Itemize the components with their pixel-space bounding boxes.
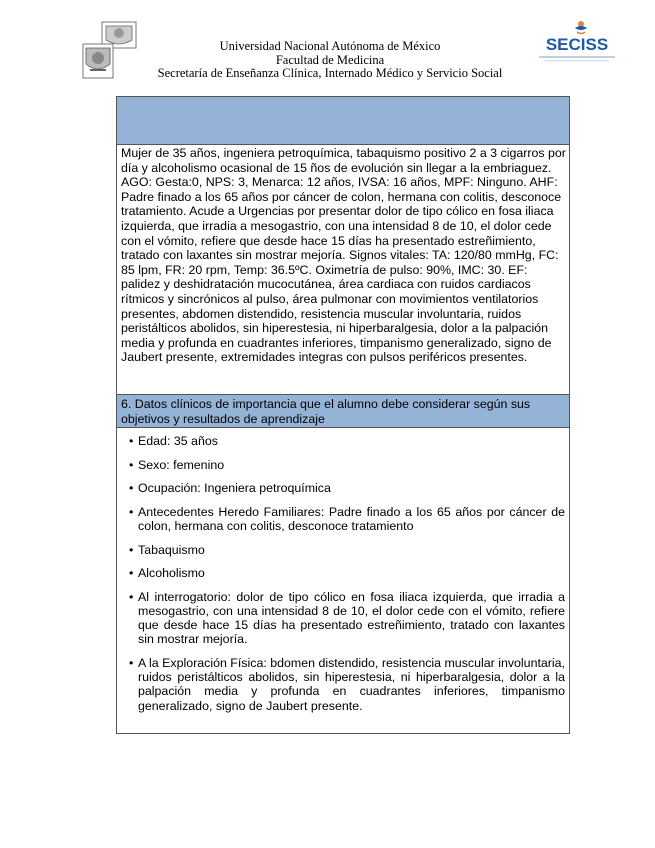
- bullet-icon: •: [129, 589, 134, 604]
- clinical-data-list: [129, 434, 565, 722]
- list-item-text: Antecedentes Heredo Familiares: Padre finado a los 65 años por cáncer de colon, hermana con colitis, desconoce tratamiento: [138, 504, 565, 533]
- bullet-icon: •: [129, 542, 134, 557]
- section-6-title: 6. Datos clínicos de importancia que el alumno debe considerar según sus objetivos y resultados de aprendizaje: [117, 394, 569, 428]
- bullet-icon: •: [129, 655, 134, 670]
- bullet-icon: •: [129, 566, 134, 581]
- list-item: [129, 505, 565, 533]
- list-item: [129, 481, 565, 495]
- list-item-text: A la Exploración Física: bdomen distendido, resistencia muscular involuntaria, ruidos peristálticos abolidos, sin hiperestesia, ni hiperbaralgesia, dolor a la palpación media y profunda en cuadrantes inferiores, timpanismo generalizado, signo de Jaubert presente.: [138, 655, 566, 713]
- list-item: [129, 458, 565, 472]
- bullet-icon: •: [129, 504, 134, 519]
- university-name: Universidad Nacional Autónoma de México: [219, 39, 441, 53]
- clinical-case-table: [116, 96, 570, 734]
- case-description: Mujer de 35 años, ingeniera petroquímica, tabaquismo positivo 2 a 3 cigarros por día y alcoholismo ocasional de 15 ños de evolución sin llegar a la embriaguez. AGO: Gesta:0, NPS: 3, Menarca: 12 años, IVSA: 16 años, MPF: Ninguno. AHF: Padre finado a los 65 años por cáncer de colon, hermana con colitis, desconoce tratamiento. Acude a Urgencias por presentar dolor de tipo cólico en fosa iliaca izquierda, que irradia a mesogastrio, con una intensidad 8 de 10, el dolor cede con el vómito, refiere que desde hace 15 días ha presentado estreñimiento, tratado con laxantes sin mostrar mejoría. Signos vitales: TA: 120/80 mmHg, FC: 85 lpm, FR: 20 rpm, Temp: 36.5ºC. Oximetría de pulso: 90%, IMC: 30. EF: palidez y deshidratación mucocutánea, área cardiaca con ruidos cardiacos rítmicos y sincrónicos al pulso, área pulmonar con movimientos ventilatorios presentes, abdomen distendido, resistencia muscular involuntaria, ruidos peristálticos abolidos, sin hiperestesia, ni hiperbaralgesia, dolor a la palpación media y profunda en cuadrantes inferiores, timpanismo generalizado, signo de Jaubert presente, extremidades integras con pulsos periféricos presentes.: [121, 146, 566, 365]
- list-item: [129, 543, 565, 557]
- bullet-icon: •: [129, 434, 134, 448]
- bullet-icon: •: [129, 481, 134, 496]
- list-item: [129, 656, 565, 713]
- table-header-band: [117, 97, 569, 145]
- list-item: [129, 590, 565, 647]
- bullet-icon: •: [129, 457, 134, 472]
- secretariat-name: Secretaría de Enseñanza Clínica, Internado Médico y Servicio Social: [157, 66, 503, 80]
- list-item-text: Tabaquismo: [138, 542, 205, 557]
- list-item-text: Edad: 35 años: [138, 434, 218, 448]
- list-item-text: Alcoholismo: [138, 566, 205, 581]
- header-titles: [120, 40, 540, 81]
- seciss-logo-text: SECISS: [545, 35, 609, 54]
- list-item-text: Al interrogatorio: dolor de tipo cólico en fosa iliaca izquierda, que irradia a mesogastrio, con una intensidad 8 de 10, el dolor cede con el vómito, refiere que desde hace 15 días ha presentado estreñimiento, tratado con laxantes sin mostrar mejoría.: [138, 589, 565, 647]
- list-item: [129, 434, 565, 448]
- list-item: [129, 566, 565, 580]
- list-item-text: Ocupación: Ingeniera petroquímica: [138, 481, 331, 496]
- list-item-text: Sexo: femenino: [138, 457, 225, 472]
- document-header: [0, 0, 655, 95]
- seciss-logo: [535, 18, 619, 64]
- faculty-name: Facultad de Medicina: [275, 52, 385, 67]
